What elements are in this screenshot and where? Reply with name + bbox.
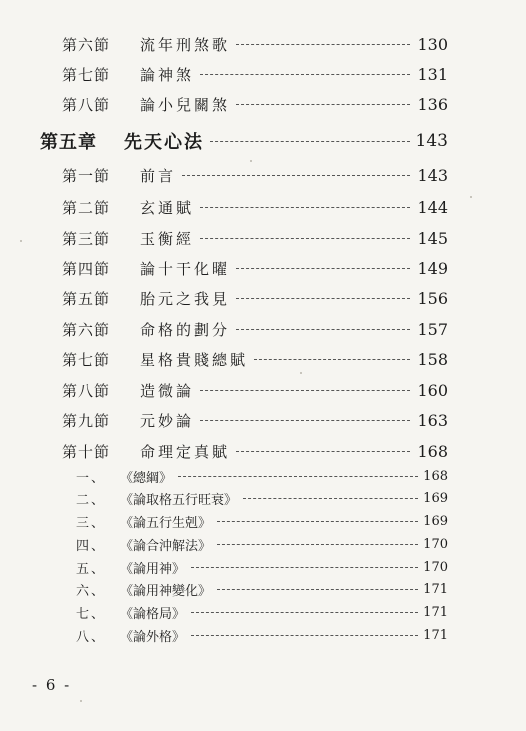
section-title: 命理定真賦 xyxy=(140,442,231,461)
page-number: 170 xyxy=(423,536,448,552)
dot-leader xyxy=(217,589,418,590)
dot-leader xyxy=(200,238,410,239)
page-number: 168 xyxy=(423,468,448,484)
toc-subentry xyxy=(76,487,448,509)
section-label: 第六節 xyxy=(62,320,111,339)
page-number: 149 xyxy=(417,258,448,278)
section-title: 元妙論 xyxy=(140,411,195,430)
toc-entry xyxy=(62,196,448,218)
dot-leader xyxy=(236,329,410,330)
toc-subentry xyxy=(76,465,448,487)
subsection-title: 《論外格》 xyxy=(120,629,186,645)
toc-entry xyxy=(62,379,448,401)
section-title: 論神煞 xyxy=(140,65,195,84)
subsection-title: 《總綱》 xyxy=(120,470,173,486)
dot-leader xyxy=(236,451,410,452)
subsection-label: 五、 xyxy=(76,561,107,577)
toc-entry xyxy=(62,227,448,249)
section-label: 第一節 xyxy=(62,166,111,185)
toc-entry xyxy=(62,93,448,115)
page-number: 171 xyxy=(423,627,448,643)
section-label: 第三節 xyxy=(62,229,111,248)
dot-leader xyxy=(200,207,410,208)
page-number: 171 xyxy=(423,604,448,620)
page-number: 169 xyxy=(423,490,448,506)
toc-entry xyxy=(62,33,448,55)
page-footer-number: - 6 - xyxy=(32,676,72,694)
section-label: 第六節 xyxy=(62,35,111,54)
section-title: 流年刑煞歌 xyxy=(140,35,231,54)
chapter-label: 第五章 xyxy=(40,132,97,153)
section-title: 玄通賦 xyxy=(140,198,195,217)
section-title: 胎元之我見 xyxy=(140,289,231,308)
toc-entry xyxy=(62,257,448,279)
subsection-label: 六、 xyxy=(76,583,107,599)
page-number: 157 xyxy=(417,319,448,339)
scan-speck xyxy=(300,372,302,374)
subsection-label: 二、 xyxy=(76,492,107,508)
scan-speck xyxy=(20,240,22,242)
toc-entry xyxy=(62,318,448,340)
subsection-title: 《論用神變化》 xyxy=(120,583,212,599)
page-number: 143 xyxy=(415,131,448,151)
section-title: 玉衡經 xyxy=(140,229,195,248)
dot-leader xyxy=(191,567,418,568)
section-label: 第九節 xyxy=(62,411,111,430)
section-label: 第七節 xyxy=(62,65,111,84)
page-number: 143 xyxy=(417,165,448,185)
subsection-title: 《論合沖解法》 xyxy=(120,538,212,554)
page-number: 169 xyxy=(423,513,448,529)
chapter-entry xyxy=(40,130,448,152)
subsection-title: 《論取格五行旺衰》 xyxy=(120,492,238,508)
dot-leader xyxy=(182,175,410,176)
toc-subentry xyxy=(76,510,448,532)
toc-subentry xyxy=(76,601,448,623)
dot-leader xyxy=(217,521,418,522)
subsection-label: 七、 xyxy=(76,606,107,622)
chapter-title: 先天心法 xyxy=(124,132,204,153)
toc-entry xyxy=(62,63,448,85)
subsection-title: 《論用神》 xyxy=(120,561,186,577)
page-number: 130 xyxy=(417,34,448,54)
subsection-label: 一、 xyxy=(76,470,107,486)
section-label: 第五節 xyxy=(62,289,111,308)
dot-leader xyxy=(178,476,418,477)
scan-speck xyxy=(470,196,472,198)
page-number: 136 xyxy=(417,94,448,114)
scan-speck xyxy=(80,700,82,702)
section-title: 論小兒關煞 xyxy=(140,95,231,114)
dot-leader xyxy=(236,104,410,105)
toc-entry xyxy=(62,409,448,431)
dot-leader xyxy=(236,268,410,269)
section-title: 星格貴賤總賦 xyxy=(140,350,249,369)
toc-entry xyxy=(62,348,448,370)
section-label: 第七節 xyxy=(62,350,111,369)
subsection-title: 《論五行生剋》 xyxy=(120,515,212,531)
page-number: 160 xyxy=(417,380,448,400)
dot-leader xyxy=(200,420,410,421)
page-number: 171 xyxy=(423,581,448,597)
subsection-label: 三、 xyxy=(76,515,107,531)
section-label: 第十節 xyxy=(62,442,111,461)
toc-entry xyxy=(62,440,448,462)
section-label: 第八節 xyxy=(62,381,111,400)
page-number: 145 xyxy=(417,228,448,248)
page-number: 156 xyxy=(417,288,448,308)
subsection-label: 八、 xyxy=(76,629,107,645)
dot-leader xyxy=(200,390,410,391)
toc-subentry xyxy=(76,556,448,578)
section-title: 論十干化曜 xyxy=(140,259,231,278)
toc-subentry xyxy=(76,533,448,555)
page-number: 170 xyxy=(423,559,448,575)
section-label: 第二節 xyxy=(62,198,111,217)
subsection-title: 《論格局》 xyxy=(120,606,186,622)
page-number: 131 xyxy=(417,64,448,84)
dot-leader xyxy=(236,44,410,45)
toc-subentry xyxy=(76,578,448,600)
subsection-label: 四、 xyxy=(76,538,107,554)
toc-subentry xyxy=(76,624,448,646)
page-number: 168 xyxy=(417,441,448,461)
toc-entry xyxy=(62,287,448,309)
scan-speck xyxy=(250,160,252,162)
dot-leader xyxy=(217,544,418,545)
toc-entry xyxy=(62,164,448,186)
dot-leader xyxy=(200,74,410,75)
dot-leader xyxy=(191,635,418,636)
dot-leader xyxy=(236,298,410,299)
dot-leader xyxy=(210,141,410,142)
page-number: 158 xyxy=(417,349,448,369)
section-title: 命格的劃分 xyxy=(140,320,231,339)
page-number: 163 xyxy=(417,410,448,430)
dot-leader xyxy=(191,612,418,613)
section-label: 第八節 xyxy=(62,95,111,114)
section-label: 第四節 xyxy=(62,259,111,278)
page-number: 144 xyxy=(417,197,448,217)
section-title: 前言 xyxy=(140,166,177,185)
section-title: 造微論 xyxy=(140,381,195,400)
dot-leader xyxy=(243,498,418,499)
dot-leader xyxy=(254,359,410,360)
